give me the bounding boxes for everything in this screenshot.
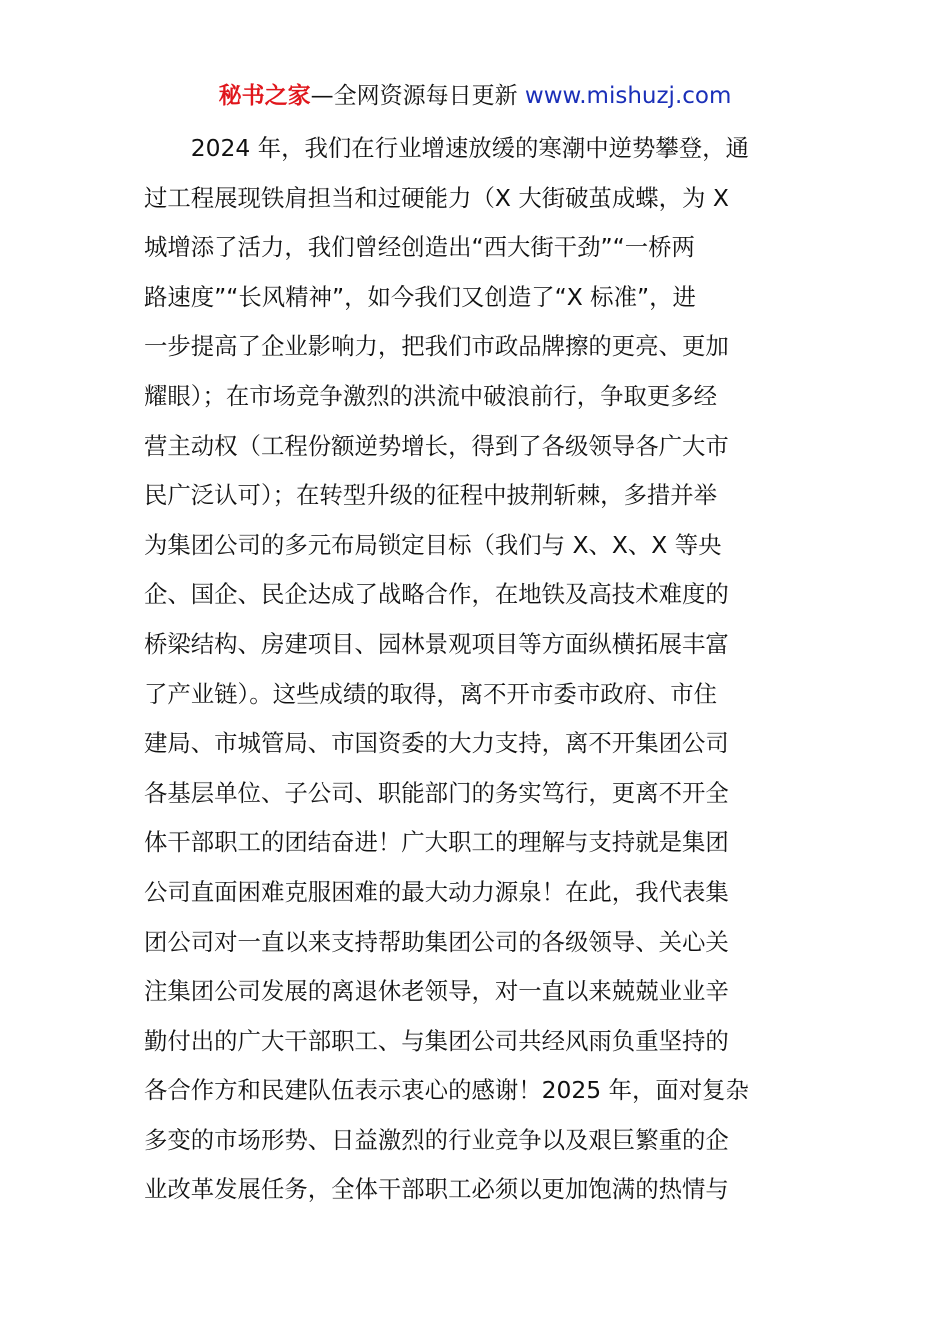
text-line: 注集团公司发展的离退休老领导，对一直以来兢兢业业辛 [144,977,729,1006]
site-tagline: —全网资源每日更新 [310,83,518,109]
text-line: 了产业链）。这些成绩的取得，离不开市委市政府、市住 [144,679,718,708]
site-url-link[interactable]: www.mishuzj.com [524,83,732,109]
site-brand: 秘书之家 [218,83,311,109]
text-line: 体干部职工的团结奋进！广大职工的理解与支持就是集团 [144,828,729,857]
text-line: 勤付出的广大干部职工、与集团公司共经风雨负重坚持的 [144,1026,729,1055]
text-line: 营主动权（工程份额逆势增长，得到了各级领导各广大市 [144,431,729,460]
text-line: 耀眼）；在市场竞争激烈的洪流中破浪前行，争取更多经 [144,381,718,410]
text-line: 民广泛认可）；在转型升级的征程中披荆斩棘，多措并举 [144,481,718,510]
text-line: 城增添了活力，我们曾经创造出“西大街干劲”“一桥两 [144,233,695,262]
text-line: 过工程展现铁肩担当和过硬能力（X 大街破茧成蝶，为 X [144,183,729,212]
body-paragraph [144,124,808,1215]
text-line: 企、国企、民企达成了战略合作，在地铁及高技术难度的 [144,580,729,609]
page-header [0,80,950,112]
text-line: 2024 年，我们在行业增速放缓的寒潮中逆势攀登，通 [144,134,749,162]
text-line: 各合作方和民建队伍表示衷心的感谢！2025 年，面对复杂 [144,1076,749,1105]
text-line: 公司直面困难克服困难的最大动力源泉！在此，我代表集 [144,877,729,906]
text-line: 建局、市城管局、市国资委的大力支持，离不开集团公司 [144,729,729,758]
text-line: 团公司对一直以来支持帮助集团公司的各级领导、关心关 [144,927,729,956]
text-line: 为集团公司的多元布局锁定目标（我们与 X、X、X 等央 [144,530,722,559]
text-line: 各基层单位、子公司、职能部门的务实笃行，更离不开全 [144,778,729,807]
text-line: 路速度”“长风精神”，如今我们又创造了“X 标准”，进 [144,282,696,311]
text-line: 一步提高了企业影响力，把我们市政品牌擦的更亮、更加 [144,332,729,361]
text-line: 桥梁结构、房建项目、园林景观项目等方面纵横拓展丰富 [144,629,729,658]
text-line: 业改革发展任务，全体干部职工必须以更加饱满的热情与 [144,1175,729,1204]
text-line: 多变的市场形势、日益激烈的行业竞争以及艰巨繁重的企 [144,1125,729,1154]
